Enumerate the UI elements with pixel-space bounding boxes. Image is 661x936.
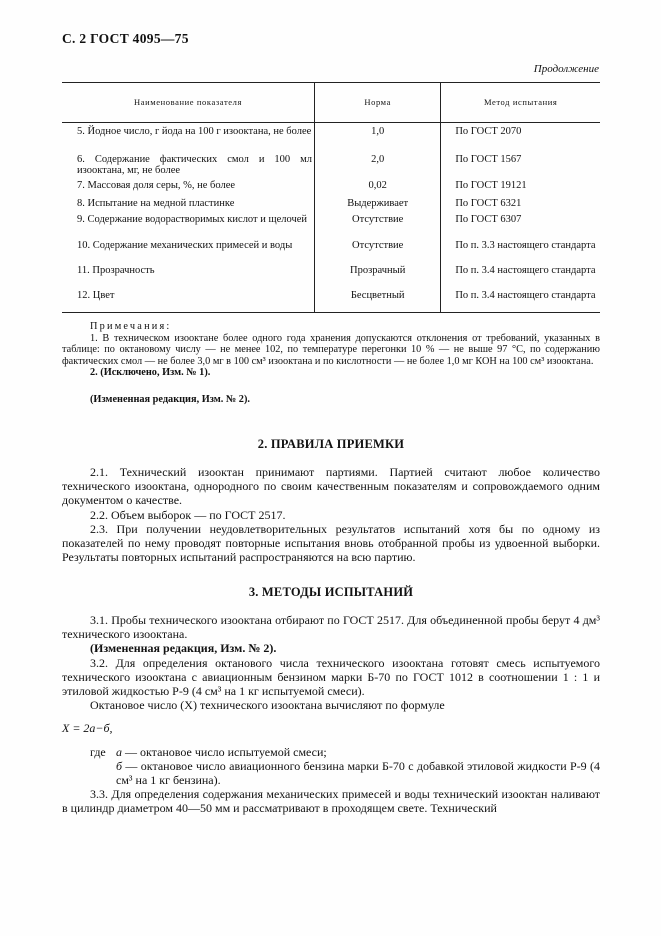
paragraph-2-3: 2.3. При получении неудовлетворительных результатов испытаний хотя бы по одному из показателей по нему проводят повторные испытания вновь отобранной пробы из удвоенной выборки. Результаты повторных испытаний распространяются на всю партию.	[62, 521, 600, 565]
legend-row	[62, 759, 600, 787]
table-header-row	[62, 83, 600, 123]
continuation-label: Продолжение	[533, 63, 599, 75]
paragraph-2-2: 2.2. Объем выборок — по ГОСТ 2517.	[90, 507, 286, 522]
table-row	[62, 287, 600, 313]
section-2-body	[62, 465, 600, 564]
legend-b: б — октановое число авиационного бензина марки Б-70 с добавкой этиловой жидкости Р-9 (4 см³ на 1 кг бензина).	[116, 758, 601, 788]
row-method: По ГОСТ 6321	[441, 195, 600, 211]
row-method: По п. 3.4 настоящего стандарта	[441, 287, 600, 313]
section-2-title: 2. ПРАВИЛА ПРИЕМКИ	[257, 437, 405, 451]
table-row	[62, 177, 600, 195]
section-3-body	[62, 613, 600, 816]
specification-table	[62, 82, 600, 313]
row-method: По п. 3.4 настоящего стандарта	[441, 262, 600, 287]
where-word: где	[90, 744, 106, 759]
row-name: 10. Содержание механических примесей и воды	[77, 239, 293, 251]
row-name: 12. Цвет	[62, 287, 315, 313]
legend-a: a — октановое число испытуемой смеси;	[116, 744, 327, 759]
row-norm: 2,0	[315, 151, 441, 177]
row-method: По п. 3.3 настоящего стандарта	[441, 237, 600, 262]
row-method: По ГОСТ 2070	[441, 123, 600, 151]
table-row	[62, 123, 600, 151]
table-notes	[62, 321, 600, 406]
row-norm: Бесцветный	[315, 287, 441, 313]
revision-note: (Измененная редакция, Изм. № 2).	[90, 641, 277, 656]
column-header-name: Наименование показателя	[62, 83, 315, 123]
table-row	[62, 151, 600, 177]
formula-legend	[62, 745, 600, 788]
notes-title: Примечания:	[90, 321, 172, 332]
table-row	[62, 262, 600, 287]
row-norm: Прозрачный	[315, 262, 441, 287]
row-name: 6. Содержание фактических смол и 100 мл изооктана, мг, не более	[77, 153, 312, 176]
paragraph-2-1: 2.1. Технический изооктан принимают партиями. Партией считают любое количество технического изооктана, однородного по своим качественным показателям и сопровождаемого одним документом о качестве.	[62, 465, 600, 508]
row-method: По ГОСТ 1567	[441, 151, 600, 177]
paragraph-3-2: 3.2. Для определения октанового числа технического изооктана готовят смесь испытуемого технического изооктана с авиационным бензином марки Б-70 по ГОСТ 1012 в соотношении 1 : 1 и этиловой жидкостью Р-9 (4 см³ на 1 кг испытуемой смеси).	[62, 655, 600, 699]
table-row	[62, 211, 600, 237]
row-method: По ГОСТ 19121	[441, 177, 600, 195]
paragraph-3-2-formula-intro: Октановое число (X) технического изооктана вычисляют по формуле	[90, 698, 445, 713]
row-norm: 1,0	[315, 123, 441, 151]
formula: X = 2a−б,	[62, 721, 113, 736]
row-name: 11. Прозрачность	[77, 264, 155, 276]
note-2: 2. (Исключено, Изм. № 1).	[90, 367, 211, 379]
table-row	[62, 237, 600, 262]
section-3-title: 3. МЕТОДЫ ИСПЫТАНИЙ	[248, 585, 414, 599]
column-header-norm: Норма	[315, 83, 441, 123]
row-norm: 0,02	[315, 177, 441, 195]
row-norm: Выдерживает	[315, 195, 441, 211]
column-header-method: Метод испытания	[441, 83, 600, 123]
row-method: По ГОСТ 6307	[441, 211, 600, 237]
row-norm: Отсутствие	[315, 211, 441, 237]
row-norm: Отсутствие	[315, 237, 441, 262]
row-name: 7. Массовая доля серы, %, не более	[77, 179, 236, 191]
row-name: 9. Содержание водорастворимых кислот и щелочей	[77, 213, 308, 225]
page-header: С. 2 ГОСТ 4095—75	[62, 31, 189, 46]
paragraph-3-1: 3.1. Пробы технического изооктана отбирают по ГОСТ 2517. Для объединенной пробы берут 4 дм³ технического изооктана.	[62, 613, 600, 642]
revision-note: (Измененная редакция, Изм. № 2).	[90, 393, 250, 405]
row-name: 8. Испытание на медной пластинке	[77, 197, 235, 209]
legend-row	[62, 745, 600, 759]
row-name: 5. Йодное число, г йода на 100 г изооктана, не более	[77, 126, 312, 137]
paragraph-3-3: 3.3. Для определения содержания механических примесей и воды технический изооктан наливают в цилиндр диаметром 40—50 мм и рассматривают в проходящем свете. Технический	[62, 787, 600, 816]
note-1: 1. В техническом изооктане более одного года хранения допускаются отклонения от требований, указанных в таблице: по октановому числу — не менее 102, по температуре перегонки 10 % — не выше 97 °С, по содержанию фактических смол — не более 3,0 мг в 100 см³ изооктана и по кислотности — не более 1,0 мг КОН на 100 см³ изооктана.	[62, 332, 600, 367]
table-row	[62, 195, 600, 211]
